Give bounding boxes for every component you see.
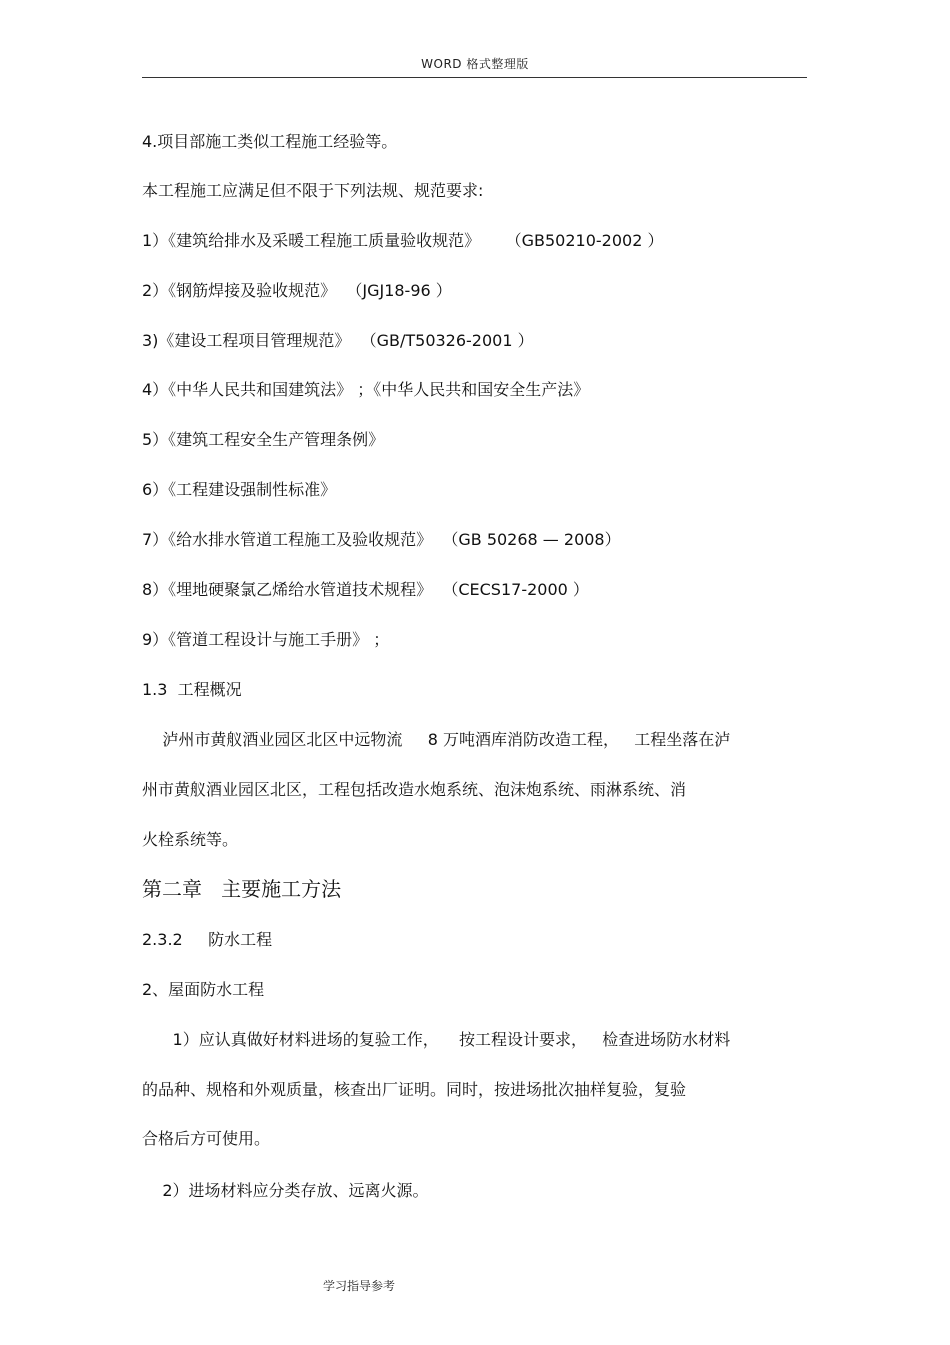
text-line: 1）应认真做好材料进场的复验工作， 按工程设计要求， 检查进场防水材料 (142, 1030, 731, 1049)
text-line: 9）《管道工程设计与施工手册》 ； (142, 630, 390, 649)
text-line: 2、屋面防水工程 (142, 980, 265, 999)
text-line: 合格后方可使用。 (142, 1129, 271, 1148)
text-line: 2）《钢筋焊接及验收规范》 （JGJ18-96 ） (142, 281, 452, 300)
text-line: 火栓系统等。 (142, 830, 239, 849)
text-line: 的品种、规格和外观质量，核查出厂证明。同时，按进场批次抽样复验，复验 (142, 1080, 687, 1099)
text-line: 7）《给水排水管道工程施工及验收规范》 （GB 50268 — 2008） (142, 530, 621, 549)
text-line: 本工程施工应满足但不限于下列法规、规范要求: (142, 181, 484, 200)
text-line: 3)《建设工程项目管理规范》 （GB/T50326-2001 ） (142, 331, 534, 350)
page-header: WORD 格式整理版 (421, 57, 529, 71)
text-line: 1）《建筑给排水及采暖工程施工质量验收规范》 （GB50210-2002 ） (142, 231, 664, 250)
text-line: 2）进场材料应分类存放、远离火源。 (142, 1181, 429, 1200)
text-line: 5）《建筑工程安全生产管理条例》 (142, 430, 385, 449)
text-line: 4.项目部施工类似工程施工经验等。 (142, 132, 398, 151)
section-heading: 1.3 工程概况 (142, 680, 242, 699)
text-line: 泸州市黄舣酒业园区北区中远物流 8 万吨酒库消防改造工程， 工程坐落在泸 (142, 730, 731, 749)
text-line: 8）《埋地硬聚氯乙烯给水管道技术规程》 （CECS17-2000 ） (142, 580, 589, 599)
header-rule (142, 77, 807, 78)
chapter-heading: 第二章 主要施工方法 (142, 877, 342, 901)
section-heading: 2.3.2 防水工程 (142, 930, 273, 949)
text-line: 4）《中华人民共和国建筑法》 ；《中华人民共和国安全生产法》 (142, 380, 590, 399)
page-footer: 学习指导参考 (323, 1279, 396, 1293)
text-line: 6）《工程建设强制性标准》 (142, 480, 337, 499)
text-line: 州市黄舣酒业园区北区，工程包括改造水炮系统、泡沫炮系统、雨淋系统、消 (142, 780, 687, 799)
